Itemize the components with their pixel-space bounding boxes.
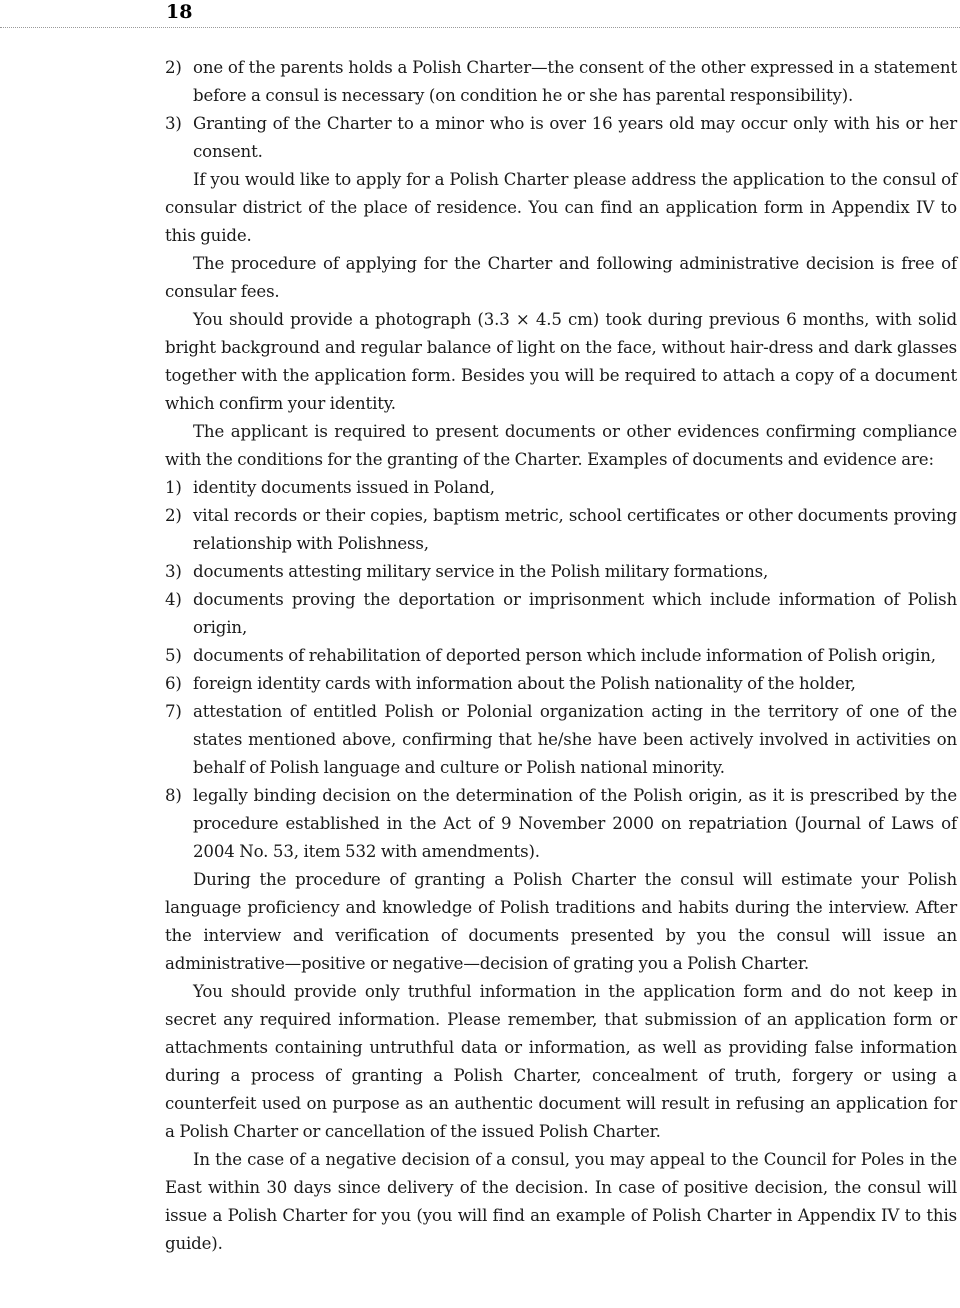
list-item-text: one of the parents holds a Polish Charter—the consent of the other expressed in a statement before a consul is necessary (on condition he or she has parental responsibility). — [193, 58, 957, 105]
list-item-text: documents attesting military service in the Polish military formations, — [193, 562, 769, 581]
paragraph-interview: During the procedure of granting a Polish Charter the consul will estimate your Polish language proficiency and knowledge of Polish traditions and habits during the interview. After the interview and verification of documents presented by you the consul will issue an administrative—positive or negative—decision of grating you a Polish Charter. — [165, 870, 957, 973]
list-item-text: documents of rehabilitation of deported person which include information of Polish origin, — [193, 646, 936, 665]
list-item — [165, 474, 957, 502]
list-item-number: 8) — [165, 786, 182, 805]
list-item — [165, 54, 957, 110]
list-item-text: Granting of the Charter to a minor who is over 16 years old may occur only with his or her consent. — [193, 114, 957, 161]
list-item-text: legally binding decision on the determination of the Polish origin, as it is prescribed by the procedure established in the Act of 9 November 2000 on repatriation (Journal of Laws of 2004 No. 53, item 532 with amendments). — [193, 786, 957, 861]
paragraph-application-address: If you would like to apply for a Polish Charter please address the application to the consul of consular district of the place of residence. You can find an application form in Appendix IV to this guide. — [165, 170, 957, 245]
list-item — [165, 110, 957, 166]
list-item — [165, 502, 957, 558]
paragraph-evidence-intro: The applicant is required to present documents or other evidences confirming compliance with the conditions for the granting of the Charter. Examples of documents and evidence are: — [165, 422, 957, 469]
list-item-number: 3) — [165, 562, 182, 581]
paragraph-fees: The procedure of applying for the Charter and following administrative decision is free of consular fees. — [165, 254, 957, 301]
list-item-text: vital records or their copies, baptism metric, school certificates or other documents proving relationship with Polishness, — [193, 506, 957, 553]
paragraph-photograph: You should provide a photograph (3.3 × 4.5 cm) took during previous 6 months, with solid bright background and regular balance of light on the face, without hair-dress and dark glasses together with the application form. Besides you will be required to attach a copy of a document which confirm your identity. — [165, 310, 957, 413]
list-item-number: 7) — [165, 702, 182, 721]
list-item-number: 2) — [165, 506, 182, 525]
list-item-text: identity documents issued in Poland, — [193, 478, 495, 497]
list-item-number: 6) — [165, 674, 182, 693]
list-item-text: documents proving the deportation or imprisonment which include information of Polish origin, — [193, 590, 957, 637]
page-header — [0, 0, 960, 28]
body-text — [165, 54, 957, 1258]
list-item-number: 5) — [165, 646, 182, 665]
list-item-text: attestation of entitled Polish or Polonial organization acting in the territory of one of the states mentioned above, confirming that he/she have been actively involved in activities on behalf of Polish language and culture or Polish national minority. — [193, 702, 957, 777]
list-item-number: 1) — [165, 478, 182, 497]
paragraph-appeal: In the case of a negative decision of a consul, you may appeal to the Council for Poles in the East within 30 days since delivery of the decision. In case of positive decision, the consul will issue a Polish Charter for you (you will find an example of Polish Charter in Appendix IV to this guide). — [165, 1150, 957, 1253]
list-item-number: 3) — [165, 114, 182, 133]
list-item — [165, 782, 957, 866]
paragraph-truthful-information: You should provide only truthful information in the application form and do not keep in secret any required information. Please remember, that submission of an application form or attachments containing untruthful data or information, as well as providing false information during a process of granting a Polish Charter, concealment of truth, forgery or using a counterfeit used on purpose as an authentic document will result in refusing an application for a Polish Charter or cancellation of the issued Polish Charter. — [165, 982, 957, 1141]
list-item — [165, 586, 957, 642]
page-number: 18 — [166, 1, 193, 23]
list-item — [165, 642, 957, 670]
list-item-text: foreign identity cards with information about the Polish nationality of the holder, — [193, 674, 856, 693]
list-item — [165, 558, 957, 586]
list-item-number: 4) — [165, 590, 182, 609]
list-item — [165, 698, 957, 782]
list-item — [165, 670, 957, 698]
list-item-number: 2) — [165, 58, 182, 77]
